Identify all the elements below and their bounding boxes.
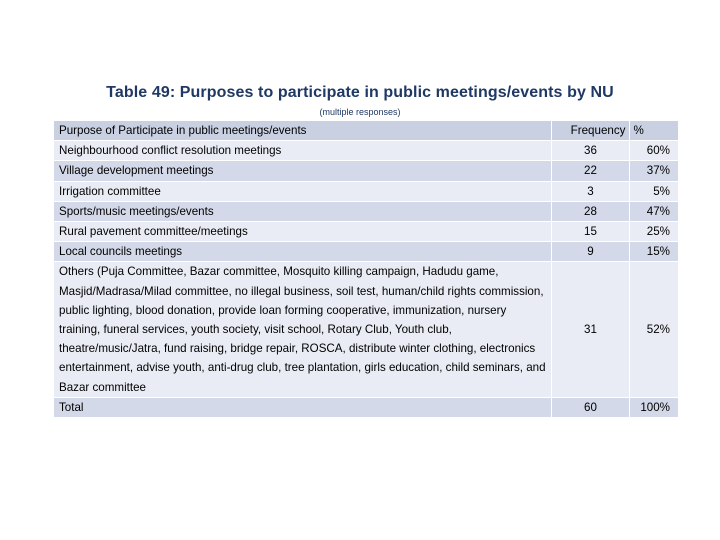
row-purpose: Irrigation committee (54, 181, 551, 201)
table-row (54, 262, 679, 397)
row-frequency: 28 (551, 201, 630, 221)
row-frequency: 31 (551, 262, 630, 397)
row-percent: 47% (630, 201, 679, 221)
row-percent: 52% (630, 262, 679, 397)
table-subtitle: (multiple responses) (319, 107, 401, 117)
purposes-table (54, 121, 679, 418)
header-purpose: Purpose of Participate in public meetings/events (54, 121, 551, 141)
table-row (54, 222, 679, 242)
row-purpose: Neighbourhood conflict resolution meetings (54, 141, 551, 161)
table-row (54, 141, 679, 161)
row-purpose: Local councils meetings (54, 242, 551, 262)
row-frequency: 22 (551, 161, 630, 181)
header-frequency: Frequency (551, 121, 630, 141)
row-frequency: 36 (551, 141, 630, 161)
table-row (54, 242, 679, 262)
total-frequency: 60 (551, 397, 630, 417)
row-percent: 25% (630, 222, 679, 242)
row-purpose: Village development meetings (54, 161, 551, 181)
table-row (54, 161, 679, 181)
row-percent: 37% (630, 161, 679, 181)
table-header-row (54, 121, 679, 141)
row-percent: 60% (630, 141, 679, 161)
row-frequency: 9 (551, 242, 630, 262)
row-purpose: Sports/music meetings/events (54, 201, 551, 221)
total-label: Total (54, 397, 551, 417)
row-percent: 15% (630, 242, 679, 262)
table-title: Table 49: Purposes to participate in public meetings/events by NU (106, 84, 614, 101)
table-total-row (54, 397, 679, 417)
row-purpose: Rural pavement committee/meetings (54, 222, 551, 242)
table-row (54, 181, 679, 201)
header-percent: % (630, 121, 679, 141)
row-frequency: 3 (551, 181, 630, 201)
total-percent: 100% (630, 397, 679, 417)
table-row (54, 201, 679, 221)
row-percent: 5% (630, 181, 679, 201)
row-purpose: Others (Puja Committee, Bazar committee, Mosquito killing campaign, Hadudu game, Masjid/Madrasa/Milad committee, no illegal business, soil test, human/child rights commission, public lighting, blood donation, provide loan forming cooperative, immunization, nursery training, funeral services, youth society, visit school, Rotary Club, Youth club, theatre/music/Jatra, fund raising, bridge repair, ROSCA, distribute winter clothing, electronics entertainment, advise youth, anti-drug club, tree plantation, girls education, child seminars, and Bazar committee (54, 262, 551, 397)
row-frequency: 15 (551, 222, 630, 242)
